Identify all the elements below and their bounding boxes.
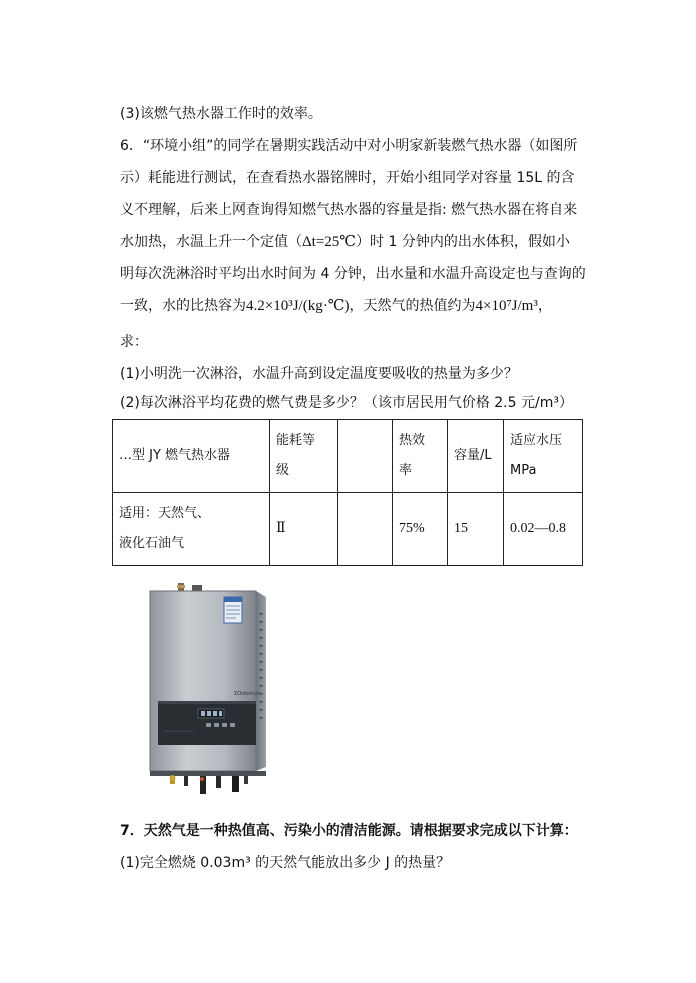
heat-value-formula: 4×10⁷J/m³ — [475, 298, 538, 314]
cell-blank — [338, 493, 393, 566]
specific-heat-formula: 4.2×10³J/(kg·℃) — [246, 298, 350, 314]
spec-table — [112, 419, 583, 566]
q6-line6-text-a: 一致，水的比热容为 — [120, 298, 246, 314]
header-efficiency-line1: 热效 — [399, 433, 426, 448]
header-capacity: 容量/L — [448, 420, 504, 493]
q6-line4 — [120, 232, 570, 252]
q5-part3: (3)该燃气热水器工作时的效率。 — [120, 106, 322, 122]
q6-line4-text-b: ）时 1 分钟内的出水体积，假如小 — [356, 234, 570, 250]
gas-water-heater-image — [144, 583, 280, 799]
cell-type — [113, 493, 270, 566]
q7-line1: 7．天然气是一种热值高、污染小的清洁能源。请根据要求完成以下计算： — [120, 823, 578, 839]
q6-line6 — [120, 296, 552, 316]
header-efficiency-line2: 率 — [399, 463, 413, 478]
q7-part1: (1)完全燃烧 0.03m³ 的天然气能放出多少 J 的热量？ — [120, 855, 451, 871]
header-efficiency — [393, 420, 448, 493]
header-pressure-line1: 适应水压 — [510, 433, 563, 448]
header-energy-level — [270, 420, 338, 493]
header-energy-line1: 能耗等 — [276, 433, 316, 448]
header-blank — [338, 420, 393, 493]
header-energy-line2: 级 — [276, 463, 290, 478]
delta-t-formula: Δt=25℃ — [302, 234, 357, 250]
q6-line4-text-a: 水加热，水温上升一个定值（ — [120, 234, 302, 250]
cell-type-line1: 适用：天然气、 — [119, 506, 211, 521]
q6-part1: (1)小明洗一次淋浴，水温升高到设定温度要吸收的热量为多少？ — [120, 366, 518, 382]
q6-line2: 示）耗能进行测试，在查看热水器铭牌时，开始小组同学对容量 15L 的含 — [120, 170, 575, 186]
q6-line5: 明每次洗淋浴时平均出水时间为 4 分钟，出水量和水温升高设定也与查询的 — [120, 266, 586, 282]
header-model: …型 JY 燃气热水器 — [113, 420, 270, 493]
cell-efficiency: 75% — [393, 493, 448, 566]
header-pressure — [504, 420, 583, 493]
q6-line3: 义不理解，后来上网查询得知燃气热水器的容量是指: 燃气热水器在将自来 — [120, 202, 578, 218]
q6-line7: 求： — [120, 334, 148, 350]
q6-line1: 6．“环境小组”的同学在暑期实践活动中对小明家新装燃气热水器（如图所 — [120, 138, 578, 154]
header-pressure-line2: MPa — [510, 463, 537, 478]
cell-pressure: 0.02—0.8 — [504, 493, 583, 566]
table-row — [113, 493, 583, 566]
q6-line6-text-b: ，天然气的热值约为 — [349, 298, 476, 314]
cell-capacity: 15 — [448, 493, 504, 566]
gas-water-heater-icon — [144, 583, 280, 795]
table-header-row — [113, 420, 583, 493]
q6-part2: (2)每次淋浴平均花费的燃气费是多少？（该市居民用气价格 2.5 元/m³） — [120, 395, 573, 411]
cell-energy: Ⅱ — [270, 493, 338, 566]
brand-logo-text: ΣOldomun — [234, 691, 260, 697]
cell-type-line2: 液化石油气 — [119, 536, 185, 551]
q6-line6-text-c: ， — [537, 298, 552, 314]
